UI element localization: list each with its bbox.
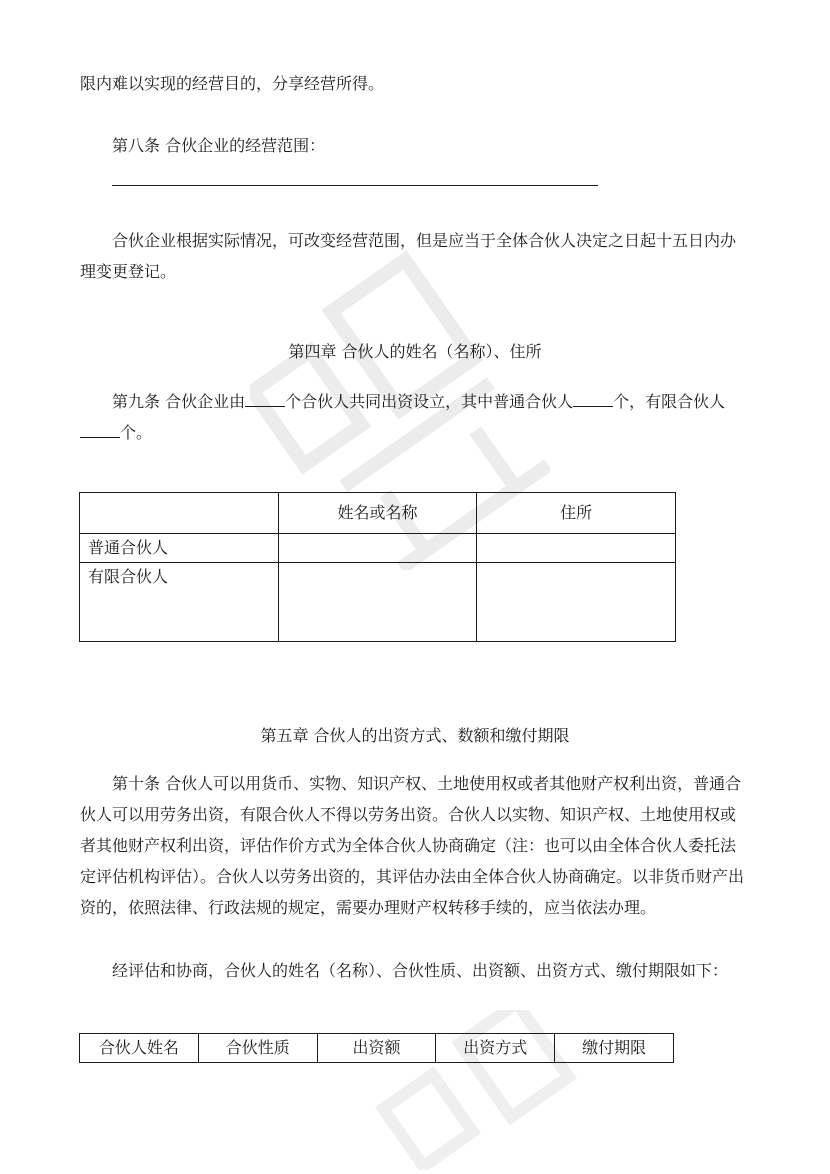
article-8-heading: 第八条 合伙企业的经营范围： (112, 136, 326, 155)
chapter-5-title: 第五章 合伙人的出资方式、数额和缴付期限 (260, 726, 570, 745)
chapter-4-title: 第四章 合伙人的姓名（名称）、住所 (288, 342, 542, 361)
table-header-cell-name: 姓名或名称 (278, 493, 477, 534)
table-header-row (80, 493, 676, 534)
general-partners-blank[interactable] (573, 388, 613, 407)
contribution-table (79, 1033, 674, 1063)
header-contribution-method: 出资方式 (436, 1034, 555, 1063)
row-label-general-partner: 普通合伙人 (80, 534, 279, 563)
article-9-paragraph (80, 386, 750, 448)
article-10-paragraph: 第十条 合伙人可以用货币、实物、知识产权、土地使用权或者其他财产权利出资，普通合伙人可以用劳务出资，有限合伙人不得以劳务出资。合伙人以实物、知识产权、土地使用权或者其他财产权利出资，评估作价方式为全体合伙人协商确定（注：也可以由全体合伙人委托法定评估机构评估）。合伙人以劳务出资的，其评估办法由全体合伙人协商确定。以非货币财产出资的，依照法律、行政法规的规定，需要办理财产权转移手续的，应当依法办理。 (80, 774, 745, 917)
article-10-list-intro: 经评估和协商，合伙人的姓名（名称）、合伙性质、出资额、出资方式、缴付期限如下： (112, 961, 729, 980)
limited-partners-blank[interactable] (80, 419, 120, 438)
table-row (80, 534, 676, 563)
table-row (80, 563, 676, 642)
header-partner-name: 合伙人姓名 (80, 1034, 199, 1063)
intro-line: 限内难以实现的经营目的，分享经营所得。 (80, 74, 385, 93)
partners-table (79, 492, 676, 642)
article-9-part1: 第九条 合伙企业由 (112, 392, 246, 411)
article-9-part2: 个合伙人共同出资设立，其中普通合伙人 (285, 392, 574, 411)
article-8-change-paragraph: 合伙企业根据实际情况，可改变经营范围，但是应当于全体合伙人决定之日起十五日内办理变更登记。 (80, 231, 737, 281)
article-9-part3: 个，有限合伙人 (613, 392, 726, 411)
article-9-part4: 个。 (120, 423, 153, 442)
row-label-limited-partner: 有限合伙人 (80, 563, 279, 642)
blank-fill-line[interactable] (112, 185, 598, 186)
limited-partner-address-cell[interactable] (477, 563, 676, 642)
general-partner-name-cell[interactable] (278, 534, 477, 563)
table-header-cell (80, 493, 279, 534)
table-header-row (80, 1034, 674, 1063)
header-partner-type: 合伙性质 (198, 1034, 317, 1063)
header-payment-deadline: 缴付期限 (555, 1034, 674, 1063)
total-partners-blank[interactable] (245, 388, 285, 407)
limited-partner-name-cell[interactable] (278, 563, 477, 642)
table-header-cell-address: 住所 (477, 493, 676, 534)
general-partner-address-cell[interactable] (477, 534, 676, 563)
header-contribution-amount: 出资额 (317, 1034, 436, 1063)
